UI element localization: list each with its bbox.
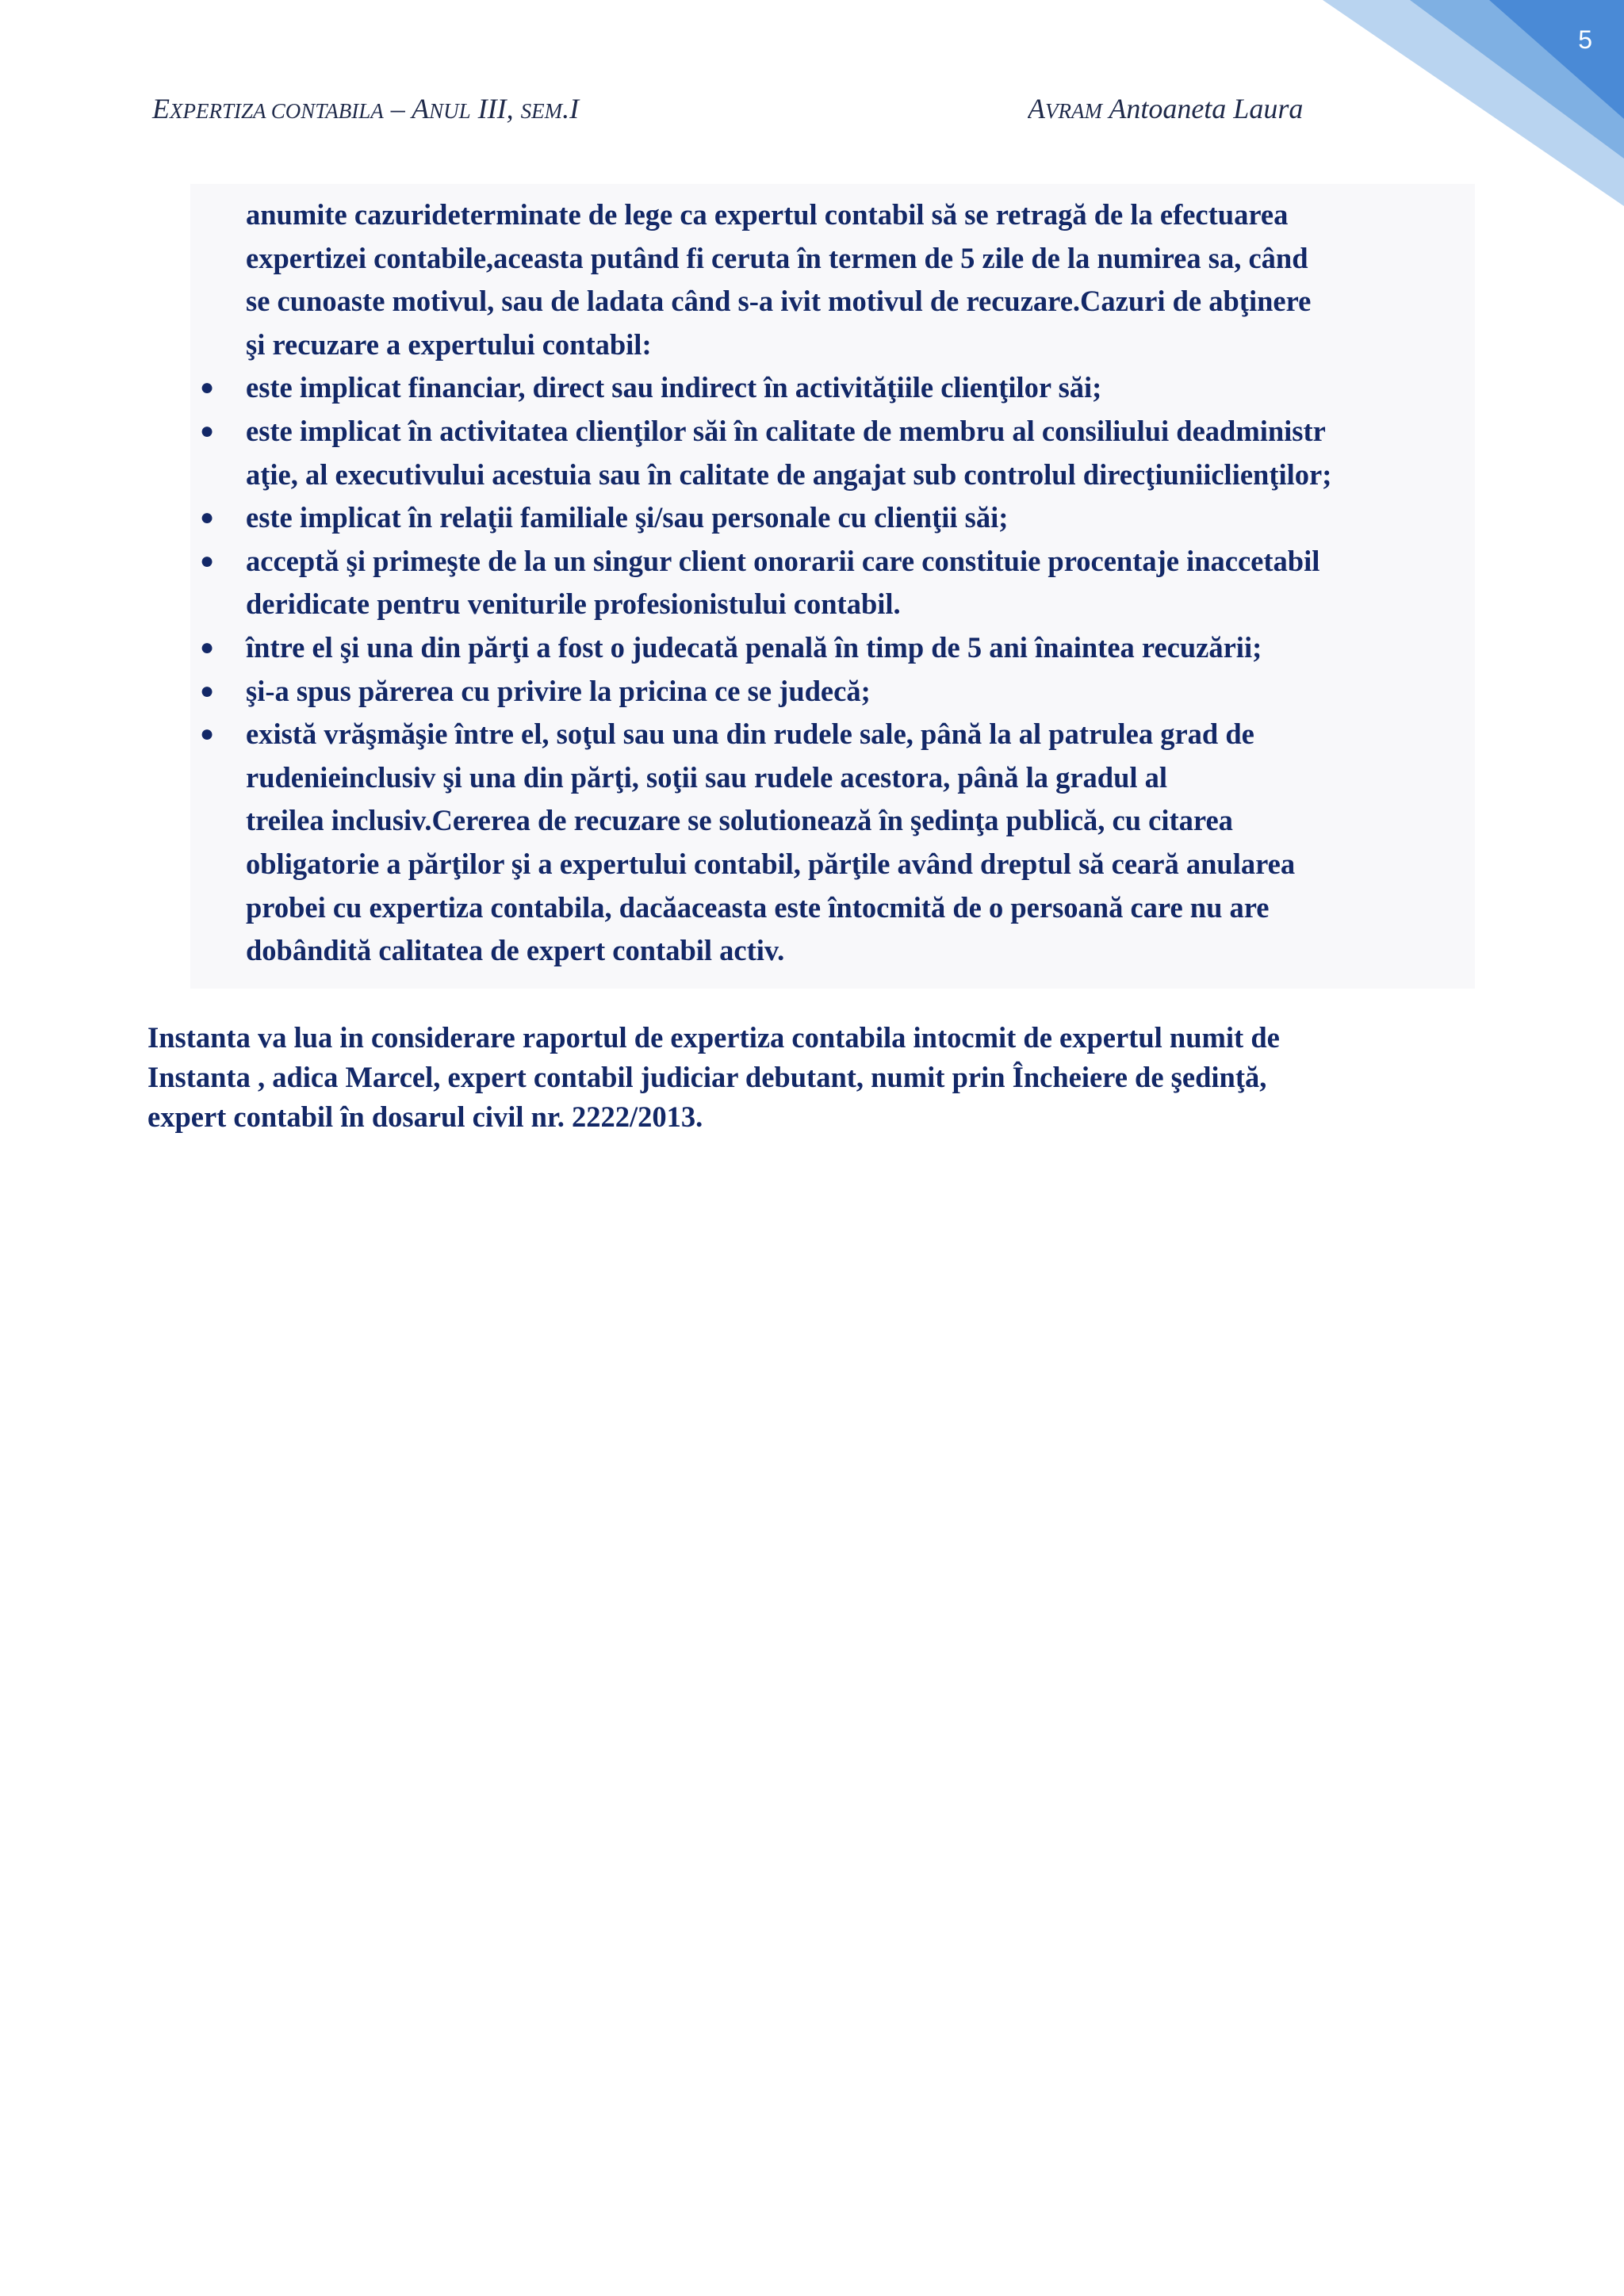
header-author	[1028, 92, 1321, 125]
intro-line: expertizei contabile,aceasta putând fi ceruta în termen de 5 zile de la numirea sa, când	[246, 241, 1308, 274]
header-course-rest: XPERTIZA CONTABILA	[170, 99, 384, 123]
bullet-icon: ●	[200, 417, 215, 444]
header-year-initial: A	[412, 93, 430, 124]
list-item-line: acceptă şi primeşte de la un singur client onorarii care constituie procentaje inaccetabil	[246, 544, 1320, 577]
corner-decoration	[1291, 0, 1624, 206]
list-item-line: există vrăşmăşie între el, soţul sau una din rudele sale, până la al patrulea grad de	[246, 718, 1254, 751]
header-year-rest: NUL	[429, 99, 471, 123]
intro-paragraph	[246, 193, 1467, 366]
conclusion-paragraph	[147, 1018, 1480, 1137]
page-number: 5	[1578, 25, 1592, 54]
header-semester: SEM	[520, 99, 563, 123]
list-item-line: aţie, al executivului acestuia sau în calitate de angajat sub controlul direcţiuniiclienţilor;	[246, 457, 1332, 491]
list-item-line: treilea inclusiv.Cererea de recuzare se solutionează în şedinţa publică, cu citarea	[246, 804, 1233, 837]
list-item	[200, 496, 1467, 540]
intro-line: se cunoaste motivul, sau de ladata când s-a ivit motivul de recuzare.Cazuri de abţinere	[246, 285, 1312, 318]
bullet-icon: ●	[200, 374, 215, 401]
list-item	[200, 410, 1467, 496]
list-item	[200, 366, 1467, 410]
bullet-icon: ●	[200, 677, 215, 704]
list-item-line: este implicat în activitatea clienţilor săi în calitate de membru al consiliului deadministr	[246, 414, 1326, 447]
bullet-icon: ●	[200, 504, 215, 531]
intro-line: anumite cazurideterminate de lege ca expertul contabil să se retragă de la efectuarea	[246, 198, 1289, 231]
list-item	[200, 713, 1467, 973]
list-item-line: între el şi una din părţi a fost o judecată penală în timp de 5 ani înaintea recuzării;	[246, 630, 1262, 664]
recusal-cases-list	[0, 366, 1624, 972]
list-item	[200, 540, 1467, 626]
bullet-icon: ●	[200, 721, 215, 748]
header-semester-number: .I	[562, 93, 580, 124]
intro-line: şi recuzare a expertului contabil:	[246, 327, 652, 361]
header-course-title	[152, 92, 579, 125]
list-item-line: probei cu expertiza contabila, dacăaceasta este întocmită de o persoană care nu are	[246, 890, 1270, 924]
list-item	[200, 626, 1467, 670]
list-item-line: deridicate pentru veniturile profesionistului contabil.	[246, 587, 901, 621]
header-author-initial: A	[1028, 93, 1045, 124]
list-item-line: rudenieinclusiv şi una din părţi, soţii sau rudele acestora, până la gradul al	[246, 760, 1168, 794]
bullet-icon: ●	[200, 547, 215, 574]
header-dash: –	[383, 93, 412, 124]
list-item-line: obligatorie a părţilor şi a expertului contabil, părţile având dreptul să ceară anularea	[246, 847, 1296, 880]
list-item	[200, 670, 1467, 714]
conclusion-line: expert contabil în dosarul civil nr. 2222/2013.	[147, 1100, 703, 1133]
list-item-line: şi-a spus părerea cu privire la pricina ce se judecă;	[246, 674, 871, 707]
header-author-given-names: Antoaneta Laura	[1101, 93, 1304, 124]
list-item-line: dobândită calitatea de expert contabil activ.	[246, 934, 785, 967]
document-body	[0, 193, 1624, 973]
list-item-line: este implicat financiar, direct sau indirect în activităţiile clienţilor săi;	[246, 371, 1102, 404]
header-year-number: III,	[470, 93, 521, 124]
bullet-icon: ●	[200, 633, 215, 660]
conclusion-line: Instanta va lua in considerare raportul de expertiza contabila intocmit de expertul numit de	[147, 1021, 1280, 1054]
conclusion-line: Instanta , adica Marcel, expert contabil judiciar debutant, numit prin Încheiere de şedinţă,	[147, 1061, 1267, 1093]
list-item-line: este implicat în relaţii familiale şi/sau personale cu clienţii săi;	[246, 501, 1009, 534]
header-course-initial: E	[152, 93, 170, 124]
header-author-surname-rest: VRAM	[1045, 99, 1102, 123]
